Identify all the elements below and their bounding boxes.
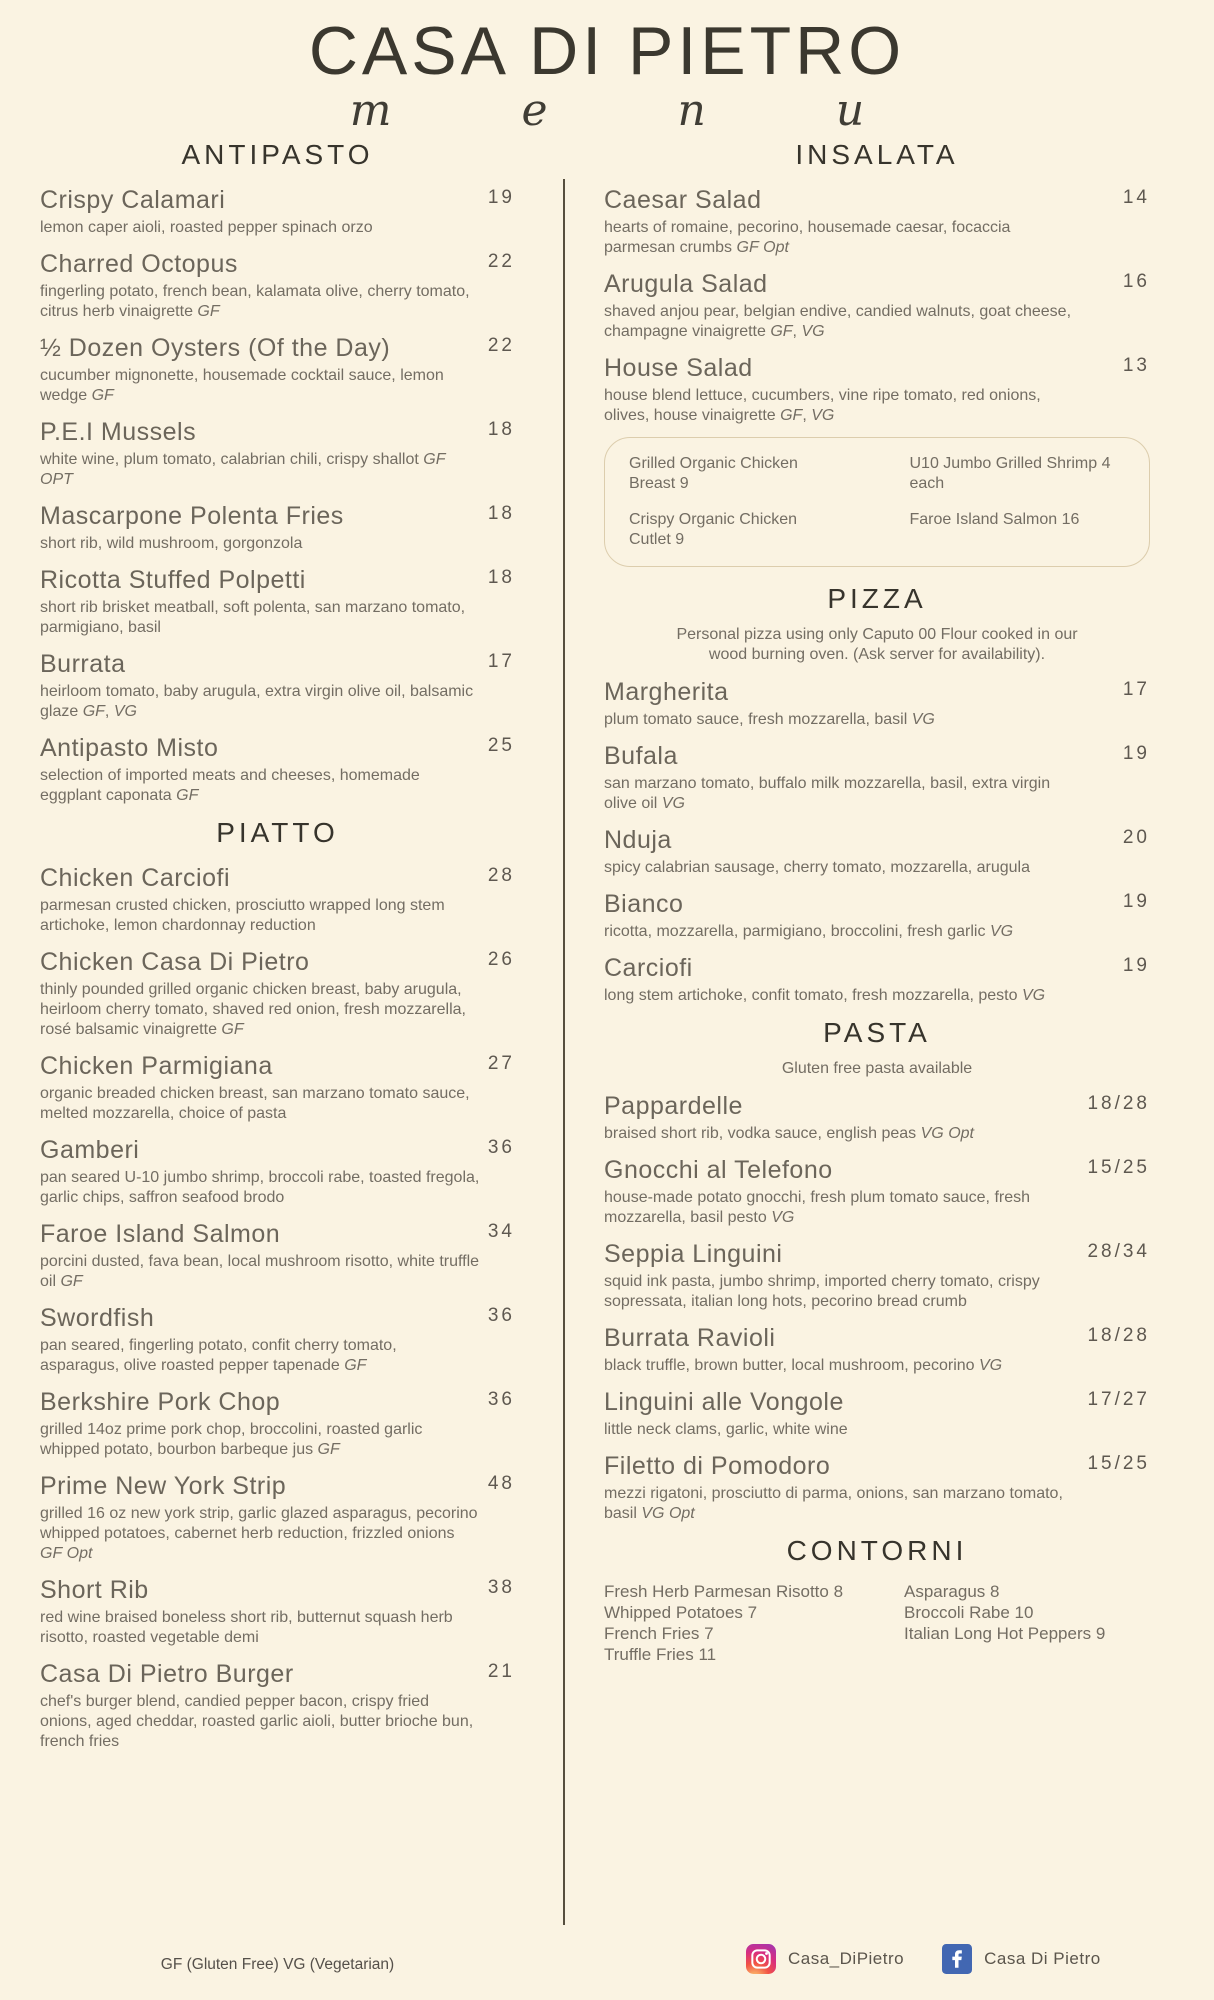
menu-item-head	[40, 333, 515, 363]
menu-item	[40, 1659, 515, 1752]
item-name: Seppia Linguini	[604, 1240, 783, 1269]
menu-item	[604, 889, 1150, 942]
item-price: 27	[487, 1053, 515, 1075]
menu-item-head	[40, 1659, 515, 1689]
item-description: white wine, plum tomato, calabrian chili, crispy shallot GF OPT	[40, 451, 446, 489]
item-price: 26	[487, 949, 515, 971]
menu-item	[40, 185, 515, 238]
menu-item-head	[40, 649, 515, 679]
item-price: 21	[487, 1661, 515, 1683]
menu-item	[40, 249, 515, 322]
item-name: Charred Octopus	[40, 250, 238, 279]
item-description: san marzano tomato, buffalo milk mozzarella, basil, extra virgin olive oil VG	[604, 775, 1051, 813]
item-description: parmesan crusted chicken, prosciutto wrapped long stem artichoke, lemon chardonnay reduction	[40, 897, 445, 935]
pasta-note: Gluten free pasta available	[781, 1060, 973, 1078]
item-price: 28	[487, 865, 515, 887]
contorni-title: CONTORNI	[786, 1535, 968, 1567]
item-price: 22	[487, 335, 515, 357]
item-name: Crispy Calamari	[40, 186, 226, 215]
piatto-title: PIATTO	[216, 817, 339, 849]
pizza-items	[604, 677, 1150, 1006]
menu-item-head	[40, 1575, 515, 1605]
menu-item-head	[604, 953, 1150, 983]
item-price: 14	[1122, 187, 1150, 209]
menu-item	[40, 1135, 515, 1208]
menu-item-head	[40, 863, 515, 893]
item-name: Nduja	[604, 826, 672, 855]
dietary-legend: GF (Gluten Free) VG (Vegetarian)	[160, 1956, 395, 1973]
menu-item-head	[604, 1155, 1150, 1185]
item-name: Filetto di Pomodoro	[604, 1452, 831, 1481]
menu-item-head	[604, 741, 1150, 771]
item-price: 15/25	[1087, 1157, 1150, 1179]
item-price: 19	[1122, 955, 1150, 977]
item-description: chef's burger blend, candied pepper bacon, crispy fried onions, aged cheddar, roasted garlic aioli, butter brioche bun, french fries	[40, 1693, 474, 1751]
item-name: Prime New York Strip	[40, 1472, 287, 1501]
menu-item-head	[40, 1219, 515, 1249]
menu-item-head	[40, 947, 515, 977]
antipasto-title: ANTIPASTO	[181, 139, 374, 171]
item-description: thinly pounded grilled organic chicken breast, baby arugula, heirloom cherry tomato, shaved red onion, fresh mozzarella, rosé balsamic vinaigrette GF	[40, 981, 466, 1039]
menu-item-head	[604, 353, 1150, 383]
menu-item	[40, 1219, 515, 1292]
item-description: pan seared U-10 jumbo shrimp, broccoli rabe, toasted fregola, garlic chips, saffron seafood brodo	[40, 1169, 480, 1207]
item-price: 18	[487, 419, 515, 441]
insalata-items	[604, 185, 1150, 426]
side-item: Italian Long Hot Peppers 9	[904, 1624, 1106, 1644]
item-name: Short Rib	[40, 1576, 149, 1605]
menu-item	[604, 1451, 1150, 1524]
item-price: 20	[1122, 827, 1150, 849]
item-name: P.E.I Mussels	[40, 418, 197, 447]
menu-item-head	[604, 1091, 1150, 1121]
item-name: Gamberi	[40, 1136, 140, 1165]
item-name: Arugula Salad	[604, 270, 768, 299]
item-description: squid ink pasta, jumbo shrimp, imported cherry tomato, crispy sopressata, italian long hots, pecorino bread crumb	[604, 1273, 1040, 1311]
menu-item	[604, 1155, 1150, 1228]
item-price: 36	[487, 1137, 515, 1159]
item-description: porcini dusted, fava bean, local mushroom risotto, white truffle oil GF	[40, 1253, 480, 1291]
item-description: spicy calabrian sausage, cherry tomato, mozzarella, arugula	[604, 859, 1030, 877]
item-name: Chicken Parmigiana	[40, 1052, 273, 1081]
menu-columns	[0, 139, 1214, 1925]
item-description: short rib brisket meatball, soft polenta, san marzano tomato, parmigiano, basil	[40, 599, 466, 637]
menu-item	[40, 565, 515, 638]
item-description: lemon caper aioli, roasted pepper spinach orzo	[40, 219, 373, 237]
item-price: 36	[487, 1389, 515, 1411]
item-description: little neck clams, garlic, white wine	[604, 1421, 848, 1439]
menu-item-head	[604, 269, 1150, 299]
section-contorni	[604, 1535, 1150, 1665]
item-name: Swordfish	[40, 1304, 155, 1333]
contorni-left-list	[604, 1581, 904, 1665]
menu-item	[40, 1051, 515, 1124]
side-item: Broccoli Rabe 10	[904, 1603, 1034, 1623]
menu-item	[604, 185, 1150, 258]
item-name: Margherita	[604, 678, 729, 707]
masthead	[0, 0, 1214, 137]
menu-item	[604, 741, 1150, 814]
item-description: braised short rib, vodka sauce, english peas VG Opt	[604, 1125, 974, 1143]
menu-item	[604, 953, 1150, 1006]
item-name: Berkshire Pork Chop	[40, 1388, 281, 1417]
addon-item: Grilled Organic Chicken Breast 9	[629, 455, 798, 493]
item-name: Antipasto Misto	[40, 734, 219, 763]
contorni-right-list	[904, 1581, 1150, 1665]
item-description: grilled 14oz prime pork chop, broccolini, roasted garlic whipped potato, bourbon barbeque jus GF	[40, 1421, 423, 1459]
menu-item-head	[40, 1303, 515, 1333]
item-name: Linguini alle Vongole	[604, 1388, 844, 1417]
item-price: 22	[487, 251, 515, 273]
item-description: mezzi rigatoni, prosciutto di parma, onions, san marzano tomato, basil VG Opt	[604, 1485, 1063, 1523]
menu-item	[40, 1303, 515, 1376]
side-item: Fresh Herb Parmesan Risotto 8	[604, 1582, 844, 1602]
addon-item: Faroe Island Salmon 16	[909, 511, 1080, 529]
item-price: 18	[487, 503, 515, 525]
insalata-title: INSALATA	[795, 139, 959, 171]
menu-item	[604, 353, 1150, 426]
menu-item	[40, 947, 515, 1040]
menu-item	[604, 1387, 1150, 1440]
pasta-items	[604, 1091, 1150, 1524]
item-description: short rib, wild mushroom, gorgonzola	[40, 535, 303, 553]
item-name: Bianco	[604, 890, 684, 919]
side-item: French Fries 7	[604, 1624, 714, 1644]
menu-item-head	[40, 1387, 515, 1417]
menu-item-head	[40, 1051, 515, 1081]
right-column	[565, 139, 1214, 1665]
restaurant-title: CASA DI PIETRO	[308, 13, 906, 89]
menu-item	[40, 501, 515, 554]
item-description: selection of imported meats and cheeses, homemade eggplant caponata GF	[40, 767, 420, 805]
menu-item-head	[604, 1387, 1150, 1417]
menu-item	[40, 649, 515, 722]
menu-item	[40, 1387, 515, 1460]
menu-script-subtitle: m e n u	[349, 85, 923, 137]
side-item: Truffle Fries 11	[604, 1645, 717, 1665]
item-price: 16	[1122, 271, 1150, 293]
item-description: house blend lettuce, cucumbers, vine ripe tomato, red onions, olives, house vinaigrette GF, VG	[604, 387, 1041, 425]
menu-item-head	[40, 417, 515, 447]
item-name: Pappardelle	[604, 1092, 743, 1121]
item-price: 17/27	[1087, 1389, 1150, 1411]
item-description: hearts of romaine, pecorino, housemade caesar, focaccia parmesan crumbs GF Opt	[604, 219, 1011, 257]
menu-item-head	[604, 1451, 1150, 1481]
section-piatto	[40, 817, 515, 1752]
addon-item: U10 Jumbo Grilled Shrimp 4 each	[909, 455, 1111, 493]
contorni-grid	[604, 1581, 1150, 1665]
menu-item-head	[604, 825, 1150, 855]
item-price: 19	[1122, 891, 1150, 913]
section-insalata	[604, 139, 1150, 426]
item-name: Casa Di Pietro Burger	[40, 1660, 294, 1689]
item-name: House Salad	[604, 354, 753, 383]
item-name: Chicken Casa Di Pietro	[40, 948, 310, 977]
menu-item	[40, 1471, 515, 1564]
item-description: organic breaded chicken breast, san marzano tomato sauce, melted mozzarella, choice of pasta	[40, 1085, 470, 1123]
item-price: 36	[487, 1305, 515, 1327]
instagram-link[interactable]	[746, 1944, 904, 1974]
item-price: 18	[487, 567, 515, 589]
menu-item	[40, 333, 515, 406]
item-description: fingerling potato, french bean, kalamata olive, cherry tomato, citrus herb vinaigrette GF	[40, 283, 470, 321]
item-name: Burrata Ravioli	[604, 1324, 776, 1353]
item-name: Chicken Carciofi	[40, 864, 231, 893]
item-name: Burrata	[40, 650, 126, 679]
section-pizza	[604, 583, 1150, 1006]
instagram-icon[interactable]	[746, 1944, 776, 1974]
item-description: cucumber mignonette, housemade cocktail sauce, lemon wedge GF	[40, 367, 444, 405]
menu-item	[604, 1091, 1150, 1144]
pizza-note: Personal pizza using only Caputo 00 Flour cooked in our wood burning oven. (Ask server for availability).	[676, 626, 1078, 664]
side-item: Whipped Potatoes 7	[604, 1603, 758, 1623]
menu-item	[40, 1575, 515, 1648]
item-price: 18/28	[1087, 1093, 1150, 1115]
item-price: 15/25	[1087, 1453, 1150, 1475]
menu-item	[604, 269, 1150, 342]
item-price: 34	[487, 1221, 515, 1243]
item-description: plum tomato sauce, fresh mozzarella, basil VG	[604, 711, 935, 729]
menu-item-head	[40, 733, 515, 763]
item-price: 28/34	[1087, 1241, 1150, 1263]
item-description: grilled 16 oz new york strip, garlic glazed asparagus, pecorino whipped potatoes, cabernet herb reduction, frizzled onions GF Opt	[40, 1505, 478, 1563]
menu-item-head	[604, 1323, 1150, 1353]
item-description: red wine braised boneless short rib, butternut squash herb risotto, roasted vegetable demi	[40, 1609, 453, 1647]
menu-item	[40, 863, 515, 936]
facebook-link[interactable]	[942, 1944, 1101, 1974]
left-column	[0, 139, 563, 1763]
addon-item: Crispy Organic Chicken Cutlet 9	[629, 511, 798, 549]
item-name: Ricotta Stuffed Polpetti	[40, 566, 306, 595]
menu-item-head	[40, 185, 515, 215]
item-description: long stem artichoke, confit tomato, fresh mozzarella, pesto VG	[604, 987, 1046, 1005]
item-price: 48	[487, 1473, 515, 1495]
menu-item-head	[40, 249, 515, 279]
item-description: pan seared, fingerling potato, confit cherry tomato, asparagus, olive roasted pepper tapenade GF	[40, 1337, 397, 1375]
side-item: Asparagus 8	[904, 1582, 1000, 1602]
social-links	[746, 1944, 1101, 1974]
section-antipasto	[40, 139, 515, 806]
item-name: Carciofi	[604, 954, 693, 983]
item-price: 17	[487, 651, 515, 673]
salad-addons-box	[604, 437, 1150, 567]
item-price: 38	[487, 1577, 515, 1599]
section-pasta	[604, 1017, 1150, 1524]
pizza-title: PIZZA	[827, 583, 927, 615]
menu-item-head	[604, 677, 1150, 707]
pasta-title: PASTA	[823, 1017, 931, 1049]
item-name: Mascarpone Polenta Fries	[40, 502, 344, 531]
menu-item	[604, 825, 1150, 878]
item-price: 19	[487, 187, 515, 209]
menu-item-head	[604, 1239, 1150, 1269]
item-price: 25	[487, 735, 515, 757]
facebook-icon[interactable]	[942, 1944, 972, 1974]
item-description: house-made potato gnocchi, fresh plum tomato sauce, fresh mozzarella, basil pesto VG	[604, 1189, 1031, 1227]
menu-item-head	[40, 1135, 515, 1165]
item-name: ½ Dozen Oysters (Of the Day)	[40, 334, 391, 363]
item-description: shaved anjou pear, belgian endive, candied walnuts, goat cheese, champagne vinaigrette GF, VG	[604, 303, 1072, 341]
item-price: 17	[1122, 679, 1150, 701]
menu-item	[40, 417, 515, 490]
menu-item-head	[604, 889, 1150, 919]
item-price: 19	[1122, 743, 1150, 765]
menu-item-head	[40, 565, 515, 595]
item-description: black truffle, brown butter, local mushroom, pecorino VG	[604, 1357, 1003, 1375]
item-description: heirloom tomato, baby arugula, extra virgin olive oil, balsamic glaze GF, VG	[40, 683, 474, 721]
item-description: ricotta, mozzarella, parmigiano, broccolini, fresh garlic VG	[604, 923, 1014, 941]
item-price: 13	[1122, 355, 1150, 377]
menu-item-head	[40, 501, 515, 531]
menu-item-head	[40, 1471, 515, 1501]
menu-item	[604, 1323, 1150, 1376]
item-name: Bufala	[604, 742, 678, 771]
item-price: 18/28	[1087, 1325, 1150, 1347]
menu-item	[604, 677, 1150, 730]
item-name: Gnocchi al Telefono	[604, 1156, 833, 1185]
menu-item	[604, 1239, 1150, 1312]
item-name: Caesar Salad	[604, 186, 762, 215]
instagram-handle: Casa_DiPietro	[788, 1949, 905, 1968]
antipasto-items	[40, 185, 515, 806]
item-name: Faroe Island Salmon	[40, 1220, 281, 1249]
facebook-handle: Casa Di Pietro	[984, 1949, 1101, 1968]
menu-item	[40, 733, 515, 806]
menu-item-head	[604, 185, 1150, 215]
piatto-items	[40, 863, 515, 1752]
